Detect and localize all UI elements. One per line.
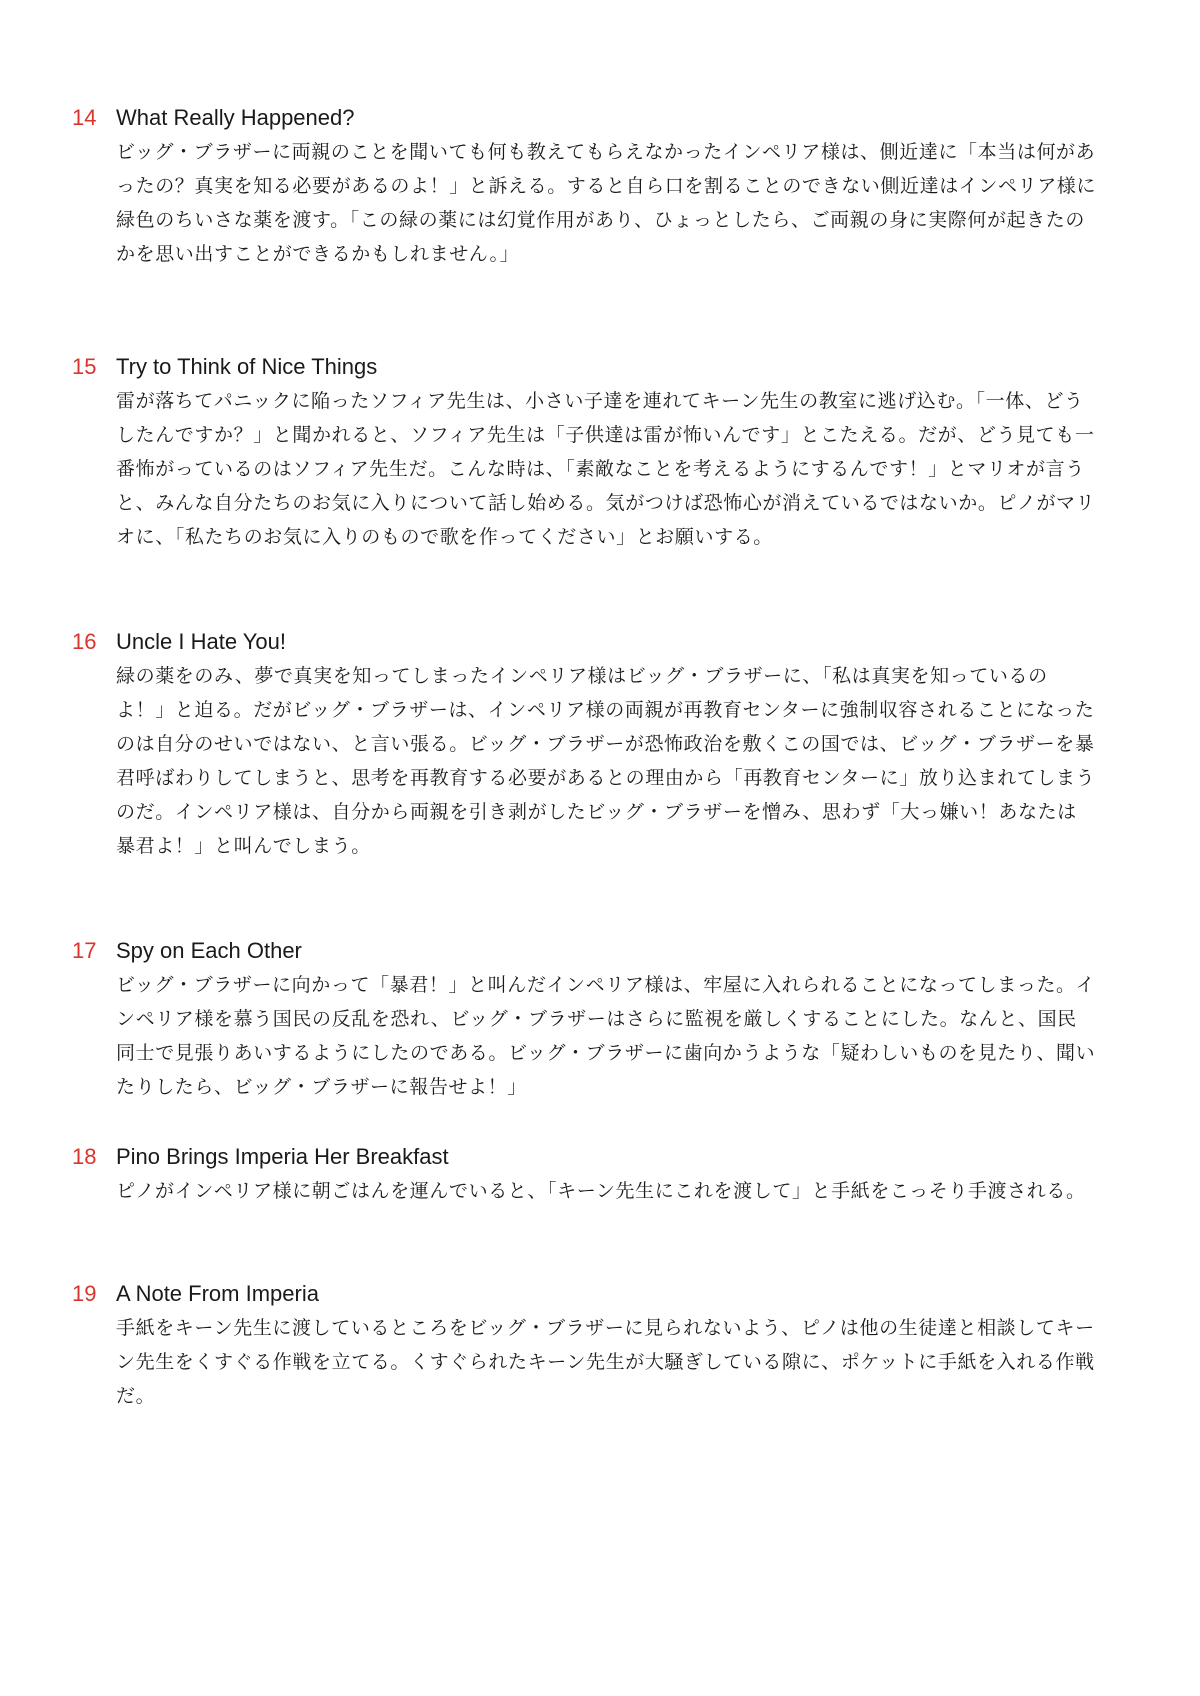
entry-number: 14 <box>72 105 97 130</box>
entry-body: ピノがインペリア様に朝ごはんを運んでいると、「キーン先生にこれを渡して」と手紙をこっそり手渡される。 <box>116 1180 1086 1202</box>
entry-number: 16 <box>72 629 97 654</box>
entry-title: Pino Brings Imperia Her Breakfast <box>116 1144 449 1169</box>
entry-body: ビッグ・ブラザーに向かって「暴君！」と叫んだインペリア様は、牢屋に入れられることになってしまった。インペリア様を慕う国民の反乱を恐れ、ビッグ・ブラザーはさらに監視を厳しくすることにした。なんと、国民同士で見張りあいするようにしたのである。ビッグ・ブラザーに歯向かうような「疑わしいものを見たり、聞いたりしたら、ビッグ・ブラザーに報告せよ！」 <box>116 974 1096 1098</box>
entry-body: 雷が落ちてパニックに陥ったソフィア先生は、小さい子達を連れてキーン先生の教室に逃げ込む。「一体、どうしたんですか？」と聞かれると、ソフィア先生は「子供達は雷が怖いんです」とこたえる。だが、どう見ても一番怖がっているのはソフィア先生だ。こんな時は、「素敵なことを考えるようにするんです！」とマリオが言うと、みんな自分たちのお気に入りについて話し始める。気がつけば恐怖心が消えているではないか。ピノがマリオに、「私たちのお気に入りのもので歌を作ってください」とお願いする。 <box>116 390 1096 548</box>
entry-number: 19 <box>72 1281 97 1306</box>
entry-number: 17 <box>72 938 97 963</box>
entry-body: 手紙をキーン先生に渡しているところをビッグ・ブラザーに見られないよう、ピノは他の生徒達と相談してキーン先生をくすぐる作戦を立てる。くすぐられたキーン先生が大騒ぎしている隙に、ポケットに手紙を入れる作戦だ。 <box>116 1317 1095 1407</box>
entry-number: 18 <box>72 1144 97 1169</box>
entry-body: ビッグ・ブラザーに両親のことを聞いても何も教えてもらえなかったインペリア様は、側近達に「本当は何があったの？真実を知る必要があるのよ！」と訴える。すると自ら口を割ることのできない側近達はインペリア様に緑色のちいさな薬を渡す。「この緑の薬には幻覚作用があり、ひょっとしたら、ご両親の身に実際何が起きたのかを思い出すことができるかもしれません。」 <box>116 141 1097 265</box>
entry-title: Spy on Each Other <box>116 938 302 963</box>
entry-number: 15 <box>72 354 97 379</box>
entry-title: A Note From Imperia <box>116 1281 319 1306</box>
entry-title: What Really Happened? <box>116 105 355 130</box>
entry-body: 緑の薬をのみ、夢で真実を知ってしまったインペリア様はビッグ・ブラザーに、「私は真実を知っているのよ！」と迫る。だがビッグ・ブラザーは、インペリア様の両親が再教育センターに強制収容されることになったのは自分のせいではない、と言い張る。ビッグ・ブラザーが恐怖政治を敷くこの国では、ビッグ・ブラザーを暴君呼ばわりしてしまうと、思考を再教育する必要があるとの理由から「再教育センターに」放り込まれてしまうのだ。インペリア様は、自分から両親を引き剥がしたビッグ・ブラザーを憎み、思わず「大っ嫌い！あなたは暴君よ！」と叫んでしまう。 <box>116 665 1096 857</box>
entry-title: Uncle I Hate You! <box>116 629 287 654</box>
entry-title: Try to Think of Nice Things <box>116 354 378 379</box>
